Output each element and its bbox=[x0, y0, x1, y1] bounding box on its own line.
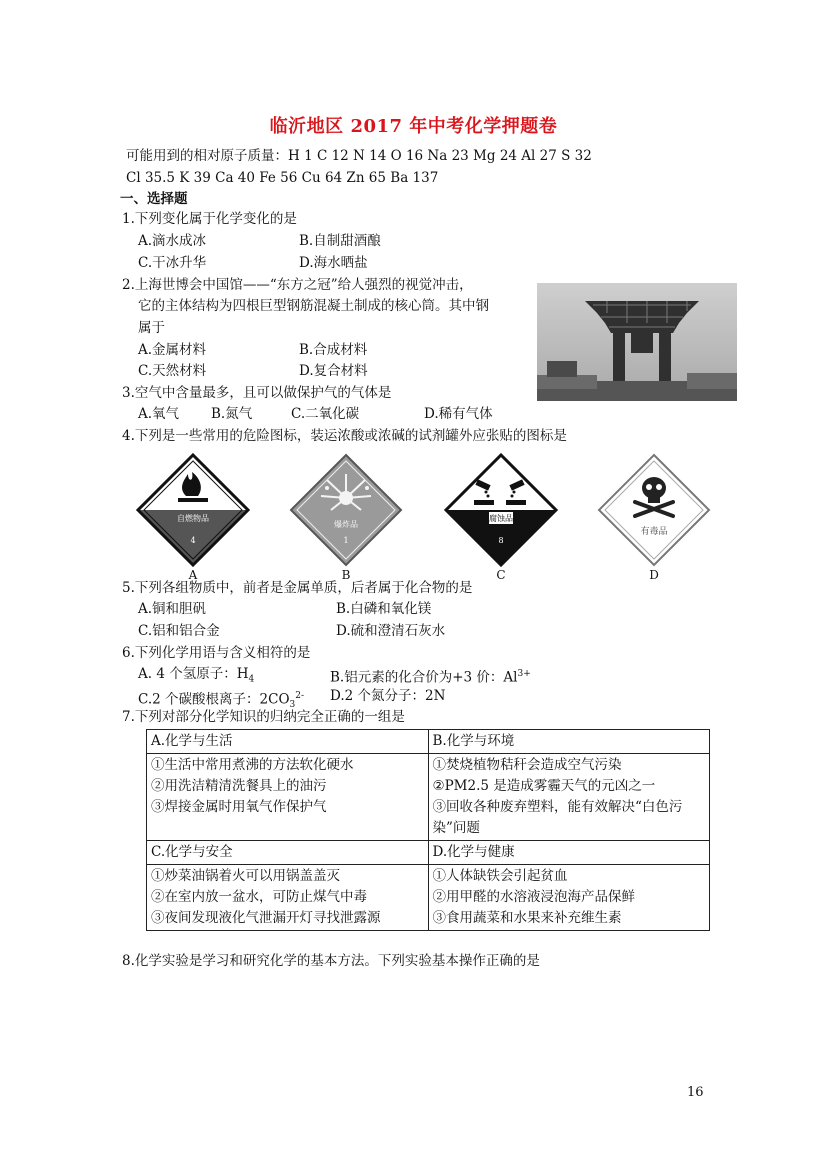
q3-option-b: B.氮气 bbox=[211, 406, 253, 422]
section-heading: 一、选择题 bbox=[120, 191, 188, 207]
d-item-2: ②用甲醛的水溶液浸泡海产品保鲜 bbox=[432, 889, 635, 905]
q6-option-b: B.铝元素的化合价为+3 价：$Al^{3+}$ bbox=[330, 669, 531, 686]
icon-b-label: 爆炸品 bbox=[334, 520, 358, 529]
q1-option-b: B.自制甜酒酿 bbox=[299, 233, 381, 249]
b-item-3: ③回收各种废弃塑料，能有效解决“白色污染”问题 bbox=[432, 799, 683, 836]
d-item-3: ③食用蔬菜和水果来补充维生素 bbox=[432, 910, 622, 926]
icon-d-letter: D bbox=[649, 568, 659, 580]
icon-b-letter: B bbox=[341, 568, 351, 580]
c-item-3: ③夜间发现液化气泄漏开灯寻找泄露源 bbox=[151, 910, 381, 926]
table-cell-c bbox=[147, 865, 429, 931]
table-header-c: C.化学与安全 bbox=[147, 841, 429, 865]
icon-a-number: 4 bbox=[190, 536, 196, 545]
knowledge-table bbox=[146, 729, 710, 931]
q2-option-a: A.金属材料 bbox=[138, 342, 207, 358]
a-item-3: ③焊接金属时用氧气作保护气 bbox=[151, 799, 327, 815]
q5-stem: 5.下列各组物质中，前者是金属单质，后者属于化合物的是 bbox=[122, 580, 473, 596]
q5-option-a: A.铜和胆矾 bbox=[138, 601, 207, 617]
corrosive-hazard-icon bbox=[442, 452, 560, 580]
toxic-hazard-icon bbox=[595, 452, 713, 580]
icon-a-label: 自燃物品 bbox=[177, 514, 209, 523]
a-item-1: ①生活中常用煮沸的方法软化硬水 bbox=[151, 757, 354, 773]
icon-b-number: 1 bbox=[343, 536, 349, 545]
q4-stem: 4.下列是一些常用的危险图标，装运浓酸或浓碱的试剂罐外应张贴的图标是 bbox=[122, 428, 567, 444]
page-number: 16 bbox=[687, 1085, 704, 1100]
q3-option-d: D.稀有气体 bbox=[424, 406, 493, 422]
q6-option-c: C.2 个碳酸根离子：$2CO_3^{2-}$ bbox=[138, 691, 305, 711]
icon-d-label: 有毒品 bbox=[640, 527, 668, 537]
table-header-d: D.化学与健康 bbox=[428, 841, 710, 865]
atomic-mass-line-1: 可能用到的相对原子质量：H 1 C 12 N 14 O 16 Na 23 Mg 24 Al 27 S 32 bbox=[126, 148, 592, 164]
q8-stem: 8.化学实验是学习和研究化学的基本方法。下列实验基本操作正确的是 bbox=[122, 953, 540, 969]
q5-option-c: C.铝和铝合金 bbox=[138, 623, 220, 639]
icon-c-number: 8 bbox=[498, 536, 504, 545]
q5-option-d: D.硫和澄清石灰水 bbox=[336, 623, 446, 639]
q1-option-a: A.滴水成冰 bbox=[138, 233, 207, 249]
q6-option-a: A. 4 个氢原子：$H_4$ bbox=[138, 666, 255, 685]
q2-option-b: B.合成材料 bbox=[299, 342, 368, 358]
q5-option-b: B.白磷和氧化镁 bbox=[336, 601, 432, 617]
table-cell-b bbox=[428, 754, 710, 841]
flammable-hazard-icon bbox=[134, 452, 252, 580]
q3-option-c: C.二氧化碳 bbox=[291, 406, 360, 422]
b-item-2: ②PM2.5 是造成雾霾天气的元凶之一 bbox=[432, 778, 656, 794]
q7-stem: 7.下列对部分化学知识的归纳完全正确的一组是 bbox=[122, 709, 405, 725]
icon-a-letter: A bbox=[188, 568, 198, 580]
q1-stem: 1.下列变化属于化学变化的是 bbox=[122, 211, 297, 227]
d-item-1: ①人体缺铁会引起贫血 bbox=[432, 868, 568, 884]
q3-option-a: A.氧气 bbox=[138, 406, 180, 422]
explosive-hazard-icon bbox=[287, 452, 405, 580]
exam-title: 临沂地区 2017 年中考化学押题卷 bbox=[269, 116, 558, 137]
q3-stem: 3.空气中含量最多，且可以做保护气的气体是 bbox=[122, 385, 392, 401]
q2-stem-3: 属于 bbox=[138, 320, 165, 336]
q2-stem-2: 它的主体结构为四根巨型钢筋混凝土制成的核心筒。其中钢 bbox=[138, 298, 489, 314]
table-cell-d bbox=[428, 865, 710, 931]
a-item-2: ②用洗洁精清洗餐具上的油污 bbox=[151, 778, 327, 794]
atomic-mass-line-2: Cl 35.5 K 39 Ca 40 Fe 56 Cu 64 Zn 65 Ba 137 bbox=[126, 170, 439, 186]
icon-c-letter: C bbox=[496, 568, 506, 580]
q1-option-d: D.海水晒盐 bbox=[299, 255, 368, 271]
q6-stem: 6.下列化学用语与含义相符的是 bbox=[122, 645, 311, 661]
c-item-1: ①炒菜油锅着火可以用锅盖盖灭 bbox=[151, 868, 340, 884]
b-item-1: ①焚烧植物秸秆会造成空气污染 bbox=[432, 757, 622, 773]
table-cell-a bbox=[147, 754, 429, 841]
table-header-a: A.化学与生活 bbox=[147, 730, 429, 754]
c-item-2: ②在室内放一盆水，可防止煤气中毒 bbox=[151, 889, 367, 905]
q2-stem-1: 2.上海世博会中国馆——“东方之冠”给人强烈的视觉冲击， bbox=[122, 277, 473, 293]
q1-option-c: C.干冰升华 bbox=[138, 255, 207, 271]
icon-c-label: 腐蚀品 bbox=[489, 514, 513, 523]
q6-option-d: D.2 个氮分子：2N bbox=[330, 688, 446, 704]
q2-option-d: D.复合材料 bbox=[299, 363, 368, 379]
q2-option-c: C.天然材料 bbox=[138, 363, 207, 379]
china-pavilion-photo bbox=[537, 283, 737, 401]
table-header-b: B.化学与环境 bbox=[428, 730, 710, 754]
